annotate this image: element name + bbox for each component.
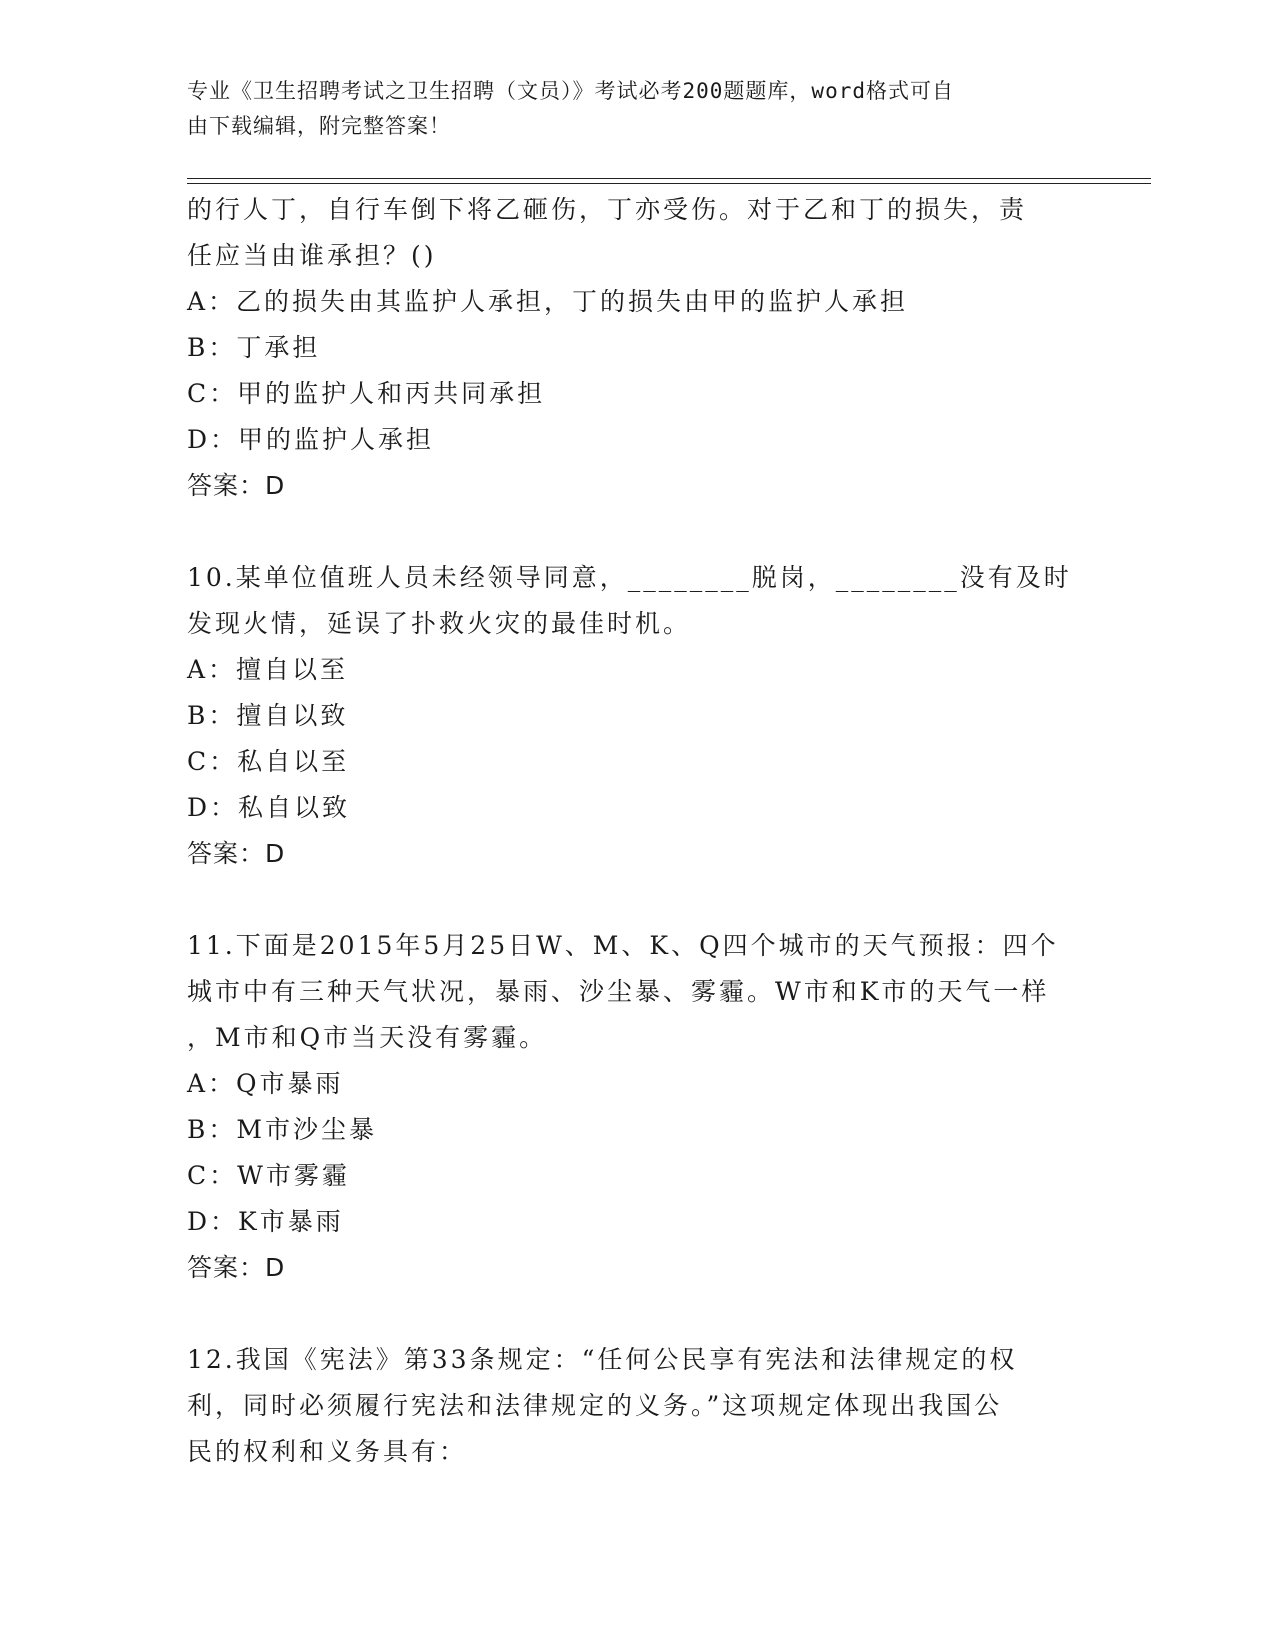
option-a: A：擅自以至 <box>187 655 349 684</box>
question-11 <box>187 923 1087 1291</box>
question-text-line: 利，同时必须履行宪法和法律规定的义务。”这项规定体现出我国公 <box>187 1391 1003 1420</box>
option-a: A：Q市暴雨 <box>187 1069 344 1098</box>
question-text-line: 民的权利和义务具有： <box>187 1437 468 1466</box>
question-9-continued <box>187 187 1087 509</box>
option-b: B：M市沙尘暴 <box>187 1115 377 1144</box>
question-spacer <box>187 509 1087 555</box>
question-text-line: 城市中有三种天气状况，暴雨、沙尘暴、雾霾。W市和K市的天气一样 <box>187 977 1050 1006</box>
question-12 <box>187 1337 1087 1475</box>
question-text-line: ，M市和Q市当天没有雾霾。 <box>187 1023 548 1052</box>
option-d: D：私自以致 <box>187 793 351 822</box>
document-header <box>187 74 1067 144</box>
question-spacer <box>187 877 1087 923</box>
option-a: A：乙的损失由其监护人承担，丁的损失由甲的监护人承担 <box>187 287 909 316</box>
header-title-line-1: 专业《卫生招聘考试之卫生招聘（文员）》考试必考200题题库，word格式可自 <box>187 79 954 103</box>
option-c: C：私自以至 <box>187 747 350 776</box>
question-text-line: 发现火情，延误了扑救火灾的最佳时机。 <box>187 609 692 638</box>
question-text-line: 任应当由谁承担？() <box>187 241 437 270</box>
header-divider-bottom <box>187 183 1151 184</box>
question-text-line: 12.我国《宪法》第33条规定：“任何公民享有宪法和法律规定的权 <box>187 1345 1018 1374</box>
answer-line: 答案：D <box>187 471 286 500</box>
option-c: C：甲的监护人和丙共同承担 <box>187 379 546 408</box>
question-text-line: 10.某单位值班人员未经领导同意，________脱岗，________没有及时 <box>187 563 1072 592</box>
question-10 <box>187 555 1087 877</box>
header-title-line-2: 由下载编辑，附完整答案！ <box>187 114 451 138</box>
question-text-line: 11.下面是2015年5月25日W、M、K、Q四个城市的天气预报：四个 <box>187 931 1059 960</box>
option-c: C：W市雾霾 <box>187 1161 350 1190</box>
option-b: B：擅自以致 <box>187 701 349 730</box>
answer-line: 答案：D <box>187 839 286 868</box>
question-spacer <box>187 1291 1087 1337</box>
header-divider-top <box>187 178 1151 179</box>
option-d: D：K市暴雨 <box>187 1207 344 1236</box>
question-content <box>187 187 1087 1475</box>
answer-line: 答案：D <box>187 1253 286 1282</box>
question-text-line: 的行人丁，自行车倒下将乙砸伤，丁亦受伤。对于乙和丁的损失，责 <box>187 195 1028 224</box>
option-d: D：甲的监护人承担 <box>187 425 435 454</box>
option-b: B：丁承担 <box>187 333 321 362</box>
